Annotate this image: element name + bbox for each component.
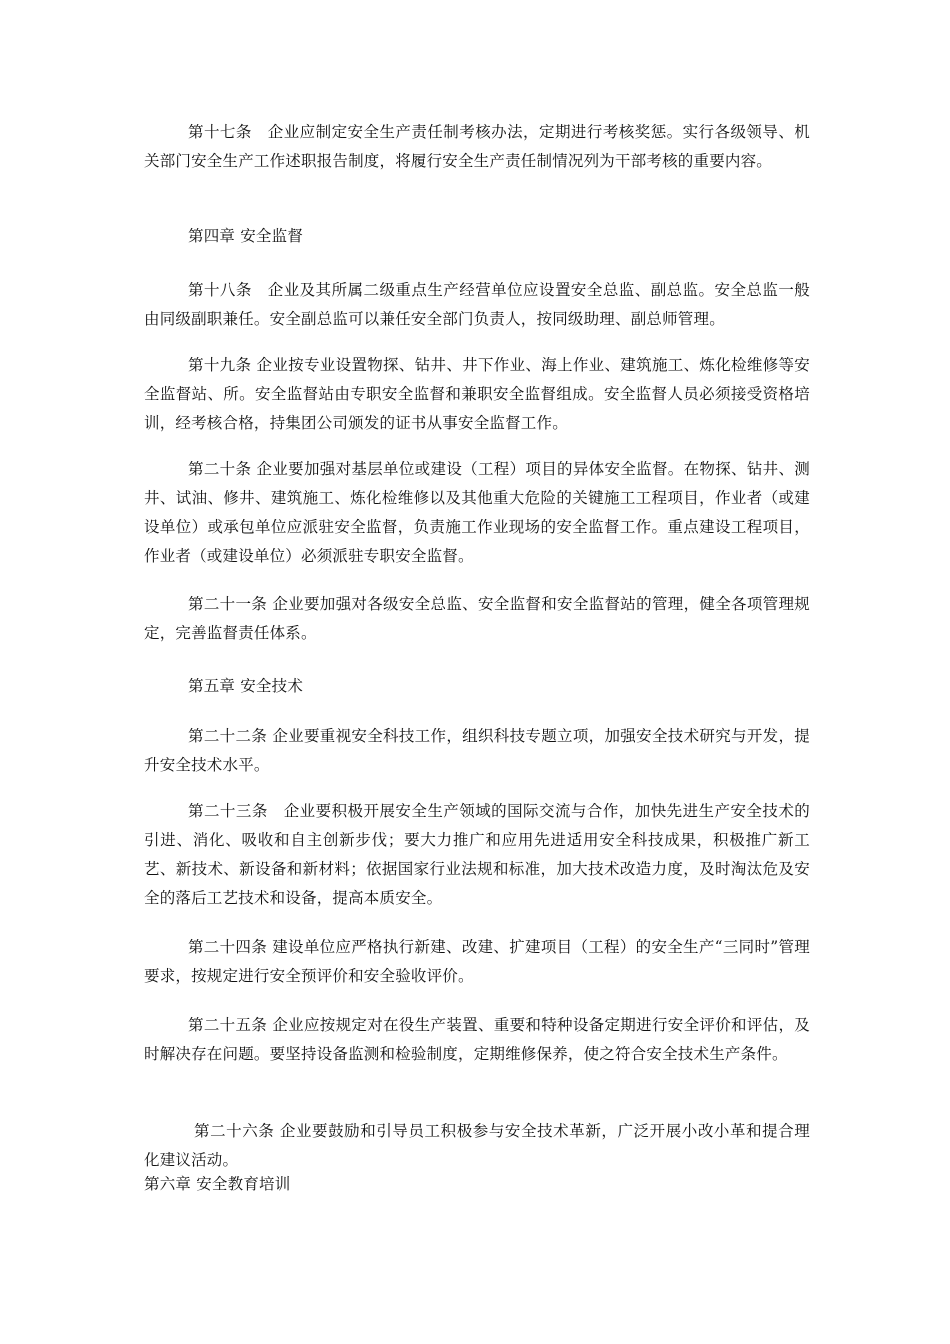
article-19: 第十九条 企业按专业设置物探、钻井、井下作业、海上作业、建筑施工、炼化检维修等安全监督站、所。安全监督站由专职安全监督和兼职安全监督组成。安全监督人员必须接受资格培训，经考核合格，持集团公司颁发的证书从事安全监督工作。 <box>144 356 810 432</box>
article-25: 第二十五条 企业应按规定对在役生产装置、重要和特种设备定期进行安全评价和评估，及时解决存在问题。要坚持设备监测和检验制度，定期维修保养，使之符合安全技术生产条件。 <box>144 1016 810 1063</box>
chapter-4-heading: 第四章 安全监督 <box>188 227 304 245</box>
article-17: 第十七条 企业应制定安全生产责任制考核办法，定期进行考核奖惩。实行各级领导、机关部门安全生产工作述职报告制度，将履行安全生产责任制情况列为干部考核的重要内容。 <box>144 123 810 170</box>
article-24: 第二十四条 建设单位应严格执行新建、改建、扩建项目（工程）的安全生产“三同时”管理要求，按规定进行安全预评价和安全验收评价。 <box>144 938 810 985</box>
chapter-5-heading: 第五章 安全技术 <box>188 677 304 695</box>
chapter-6-heading: 第六章 安全教育培训 <box>144 1175 291 1193</box>
article-26: 第二十六条 企业要鼓励和引导员工积极参与安全技术革新，广泛开展小改小革和提合理化建议活动。 <box>144 1122 810 1169</box>
article-18: 第十八条 企业及其所属二级重点生产经营单位应设置安全总监、副总监。安全总监一般由同级副职兼任。安全副总监可以兼任安全部门负责人，按同级助理、副总师管理。 <box>144 281 810 328</box>
article-21: 第二十一条 企业要加强对各级安全总监、安全监督和安全监督站的管理，健全各项管理规定，完善监督责任体系。 <box>144 595 810 642</box>
article-22: 第二十二条 企业要重视安全科技工作，组织科技专题立项，加强安全技术研究与开发，提升安全技术水平。 <box>144 727 810 774</box>
article-20: 第二十条 企业要加强对基层单位或建设（工程）项目的异体安全监督。在物探、钻井、测井、试油、修井、建筑施工、炼化检维修以及其他重大危险的关键施工工程项目，作业者（或建设单位）或承包单位应派驻安全监督，负责施工作业现场的安全监督工作。重点建设工程项目，作业者（或建设单位）必须派驻专职安全监督。 <box>144 460 810 565</box>
article-23: 第二十三条 企业要积极开展安全生产领域的国际交流与合作，加快先进生产安全技术的引进、消化、吸收和自主创新步伐；要大力推广和应用先进适用安全科技成果，积极推广新工艺、新技术、新设备和新材料；依据国家行业法规和标准，加大技术改造力度，及时淘汰危及安全的落后工艺技术和设备，提高本质安全。 <box>144 802 810 907</box>
